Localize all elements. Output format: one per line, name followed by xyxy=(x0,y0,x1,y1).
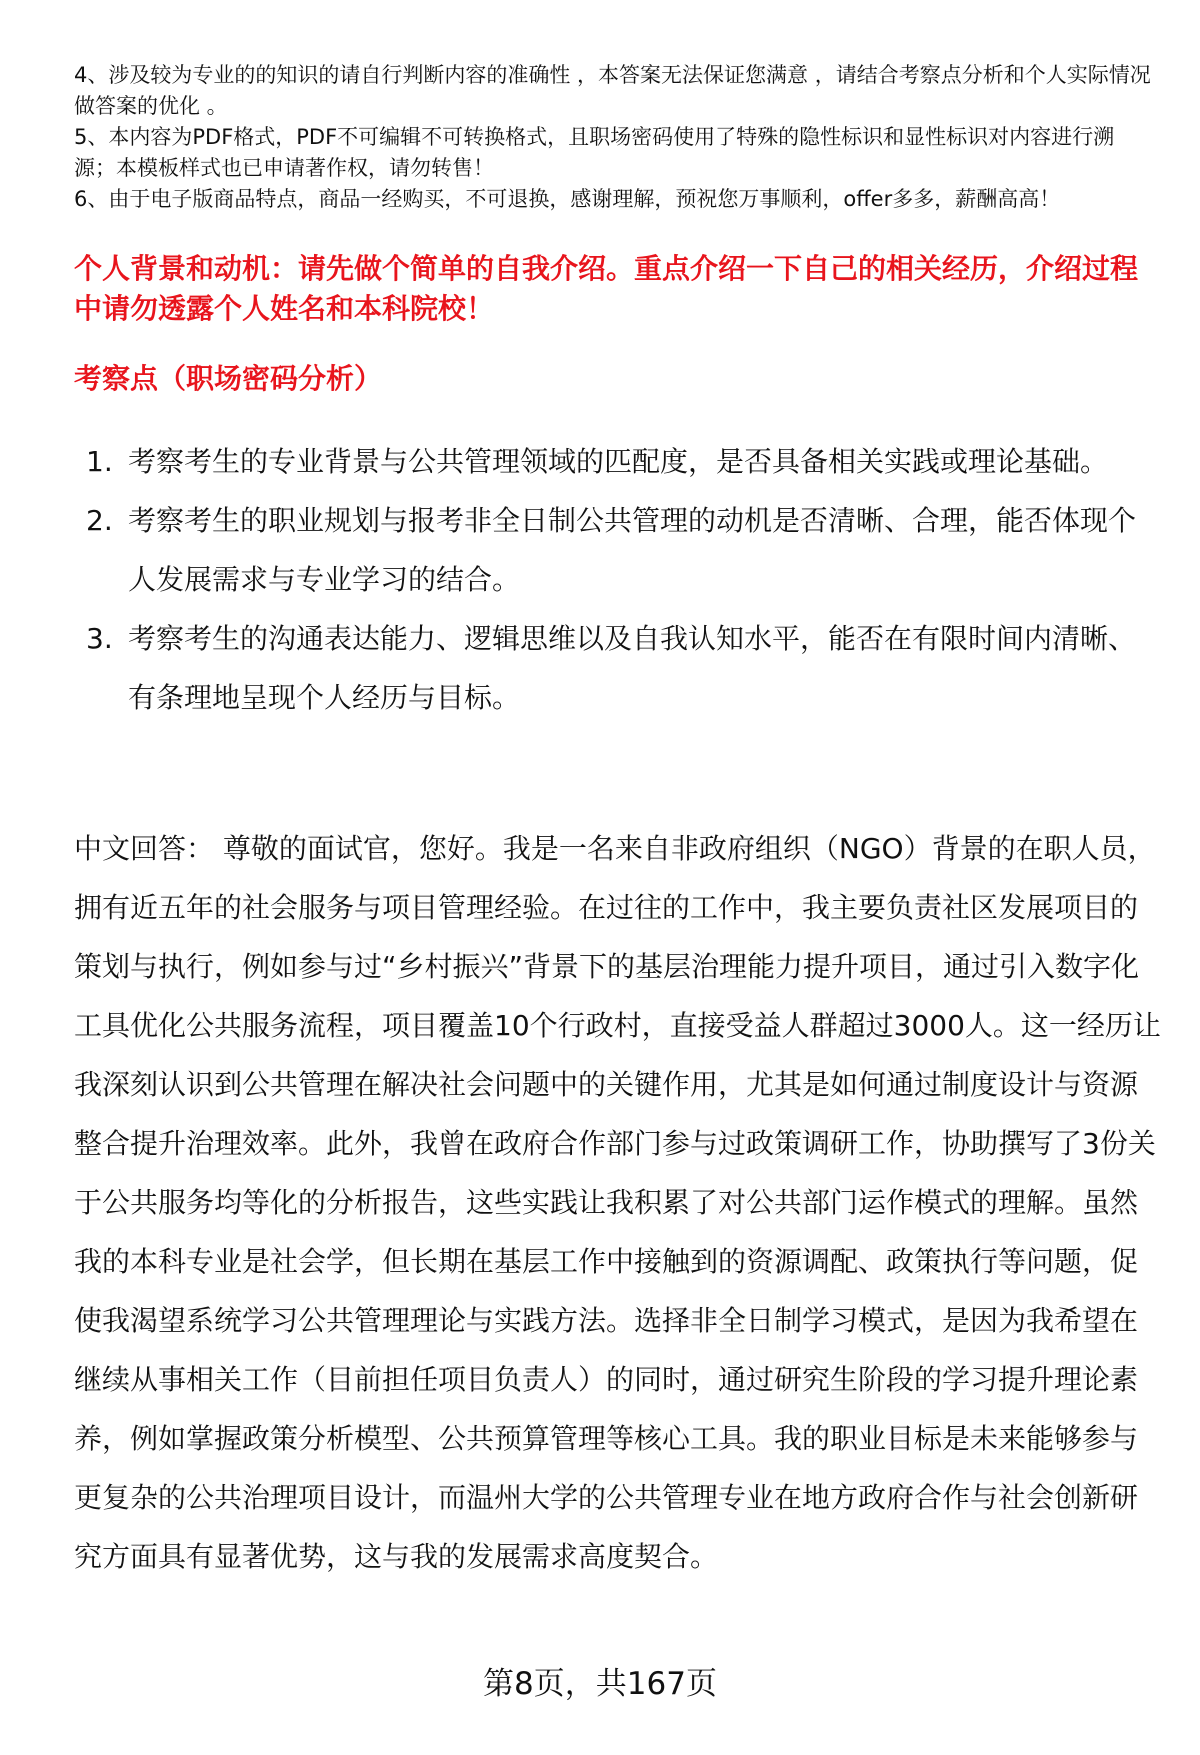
point-text: 考察考生的专业背景与公共管理领域的匹配度，是否具备相关实践或理论基础。 xyxy=(128,445,1109,478)
note-item: 6、由于电子版商品特点，商品一经购买，不可退换，感谢理解，预祝您万事顺利，offer多多，薪酬高高！ xyxy=(74,187,1061,211)
analysis-point xyxy=(74,609,1154,727)
point-text: 考察考生的沟通表达能力、逻辑思维以及自我认知水平，能否在有限时间内清晰、有条理地呈现个人经历与目标。 xyxy=(128,622,1137,714)
question-heading: 个人背景和动机：请先做个简单的自我介绍。重点介绍一下自己的相关经历，介绍过程中请勿透露个人姓名和本科院校！ xyxy=(74,252,1139,325)
analysis-point xyxy=(74,432,1154,491)
point-number: 2. xyxy=(86,504,113,537)
note-item: 5、本内容为PDF格式，PDF不可编辑不可转换格式，且职场密码使用了特殊的隐性标识和显性标识对内容进行溯源；本模板样式也已申请著作权，请勿转售！ xyxy=(74,125,1115,180)
point-text: 考察考生的职业规划与报考非全日制公共管理的动机是否清晰、合理，能否体现个人发展需求与专业学习的结合。 xyxy=(128,504,1137,596)
analysis-heading: 考察点（职场密码分析） xyxy=(74,362,383,395)
point-number: 3. xyxy=(86,622,113,655)
answer-paragraph: 中文回答： 尊敬的面试官，您好。我是一名来自非政府组织（NGO）背景的在职人员，拥有近五年的社会服务与项目管理经验。在过往的工作中，我主要负责社区发展项目的策划与执行，例如参与过“乡村振兴”背景下的基层治理能力提升项目，通过引入数字化工具优化公共服务流程，项目覆盖10个行政村，直接受益人群超过3000人。这一经历让我深刻认识到公共管理在解决社会问题中的关键作用，尤其是如何通过制度设计与资源整合提升治理效率。此外，我曾在政府合作部门参与过政策调研工作，协助撰写了3份关于公共服务均等化的分析报告，这些实践让我积累了对公共部门运作模式的理解。虽然我的本科专业是社会学，但长期在基层工作中接触到的资源调配、政策执行等问题，促使我渴望系统学习公共管理理论与实践方法。选择非全日制学习模式，是因为我希望在继续从事相关工作（目前担任项目负责人）的同时，通过研究生阶段的学习提升理论素养，例如掌握政策分析模型、公共预算管理等核心工具。我的职业目标是未来能够参与更复杂的公共治理项目设计，而温州大学的公共管理专业在地方政府合作与社会创新研究方面具有显著优势，这与我的发展需求高度契合。 xyxy=(74,832,1161,1573)
page-number: 第8页，共167页 xyxy=(483,1666,717,1702)
point-number: 1. xyxy=(86,445,113,478)
analysis-point xyxy=(74,491,1154,609)
disclaimer-notes xyxy=(74,60,1154,215)
note-item: 4、涉及较为专业的的知识的请自行判断内容的准确性 ，本答案无法保证您满意 ，请结合考察点分析和个人实际情况做答案的优化 。 xyxy=(74,63,1151,118)
analysis-points xyxy=(74,432,1154,727)
